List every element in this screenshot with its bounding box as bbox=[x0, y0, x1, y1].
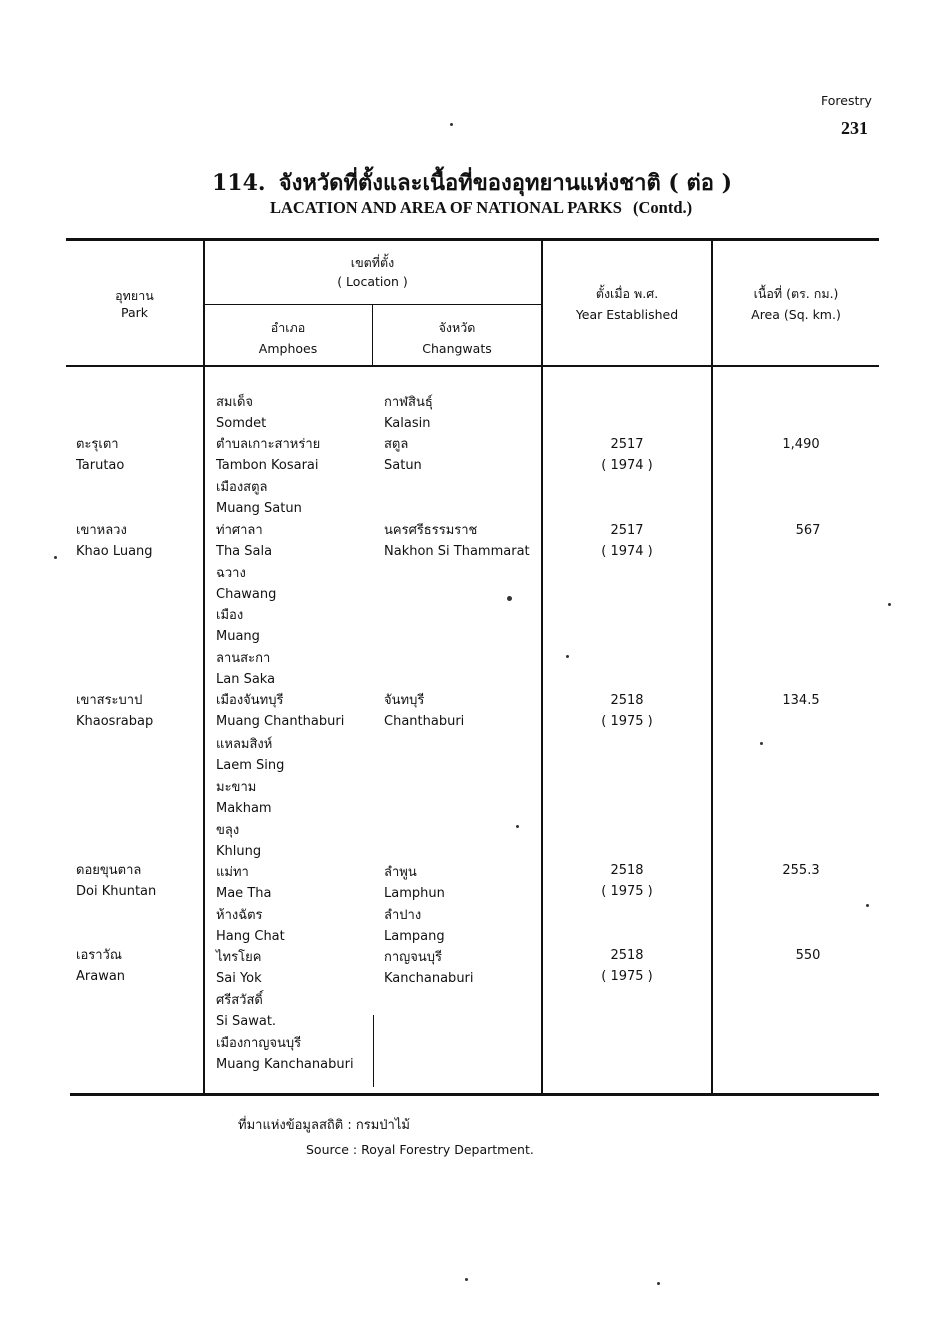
table-title-english bbox=[270, 198, 692, 218]
header-changwat-thai: จังหวัด bbox=[438, 320, 476, 335]
year-established: 2518 ( 1975 ) bbox=[601, 948, 653, 984]
header-location-thai: เขตที่ตั้ง bbox=[350, 255, 395, 270]
scan-speck bbox=[450, 123, 453, 126]
changwat-entry: นครศรีธรรมราช Nakhon Si Thammarat bbox=[384, 523, 530, 559]
amphoe-entry: ท่าศาลา Tha Sala bbox=[216, 523, 273, 559]
amphoe-entry: เมืองกาญจนบุรี Muang Kanchanaburi bbox=[216, 1036, 354, 1072]
amphoe-entry: เมืองสตูล Muang Satun bbox=[216, 480, 302, 516]
park-area: 255.3 bbox=[782, 863, 820, 878]
year-established: 2518 ( 1975 ) bbox=[601, 693, 653, 729]
scan-speck bbox=[657, 1282, 660, 1285]
header-area bbox=[713, 286, 879, 322]
park-name: ดอยขุนตาล Doi Khuntan bbox=[76, 863, 157, 899]
amphoe-entry: ศรีสวัสดิ์ Si Sawat. bbox=[216, 993, 277, 1029]
header-park bbox=[66, 288, 203, 320]
header-year bbox=[543, 286, 711, 322]
park-name: เขาสระบาป Khaosrabap bbox=[76, 693, 154, 729]
changwat-entry: จันทบุรี Chanthaburi bbox=[384, 693, 465, 729]
header-year-english: Year Established bbox=[575, 307, 679, 322]
amphoe-entry: ตำบลเกาะสาหร่าย Tambon Kosarai bbox=[216, 437, 321, 473]
column-divider-year bbox=[711, 240, 713, 1093]
title-contd: (Contd.) bbox=[632, 198, 693, 217]
location-divider-rule bbox=[204, 304, 542, 305]
header-park-thai: อุทยาน bbox=[115, 288, 154, 303]
park-area: 567 bbox=[795, 523, 821, 538]
header-amphoe-thai: อำเภอ bbox=[270, 320, 306, 335]
park-area: 1,490 bbox=[782, 437, 820, 452]
header-changwat-english: Changwats bbox=[422, 341, 492, 356]
source-thai: ที่มาแห่งข้อมูลสถิติ : กรมป่าไม้ bbox=[238, 1118, 410, 1133]
year-established: 2517 ( 1974 ) bbox=[601, 437, 653, 473]
scan-speck bbox=[866, 904, 869, 907]
section-label: Forestry bbox=[821, 93, 872, 108]
park-name: ตะรุเตา Tarutao bbox=[76, 437, 125, 473]
column-divider-park bbox=[203, 240, 205, 1093]
amphoe-entry: เมืองจันทบุรี Muang Chanthaburi bbox=[216, 693, 345, 729]
changwat-entry: กาฬสินธุ์ Kalasin bbox=[384, 395, 433, 431]
amphoe-entry: ฉวาง Chawang bbox=[216, 566, 277, 602]
changwat-entry: กาญจนบุรี Kanchanaburi bbox=[384, 950, 474, 986]
amphoe-entry: ลานสะกา Lan Saka bbox=[216, 651, 276, 687]
header-location bbox=[204, 255, 541, 289]
scan-speck bbox=[888, 603, 891, 606]
amphoe-entry: แหลมสิงห์ Laem Sing bbox=[216, 737, 285, 773]
scan-speck bbox=[54, 556, 57, 559]
amphoe-entry: เมือง Muang bbox=[216, 608, 260, 644]
scan-speck bbox=[507, 596, 512, 601]
header-area-thai: เนื้อที่ (ตร. กม.) bbox=[753, 286, 839, 301]
header-changwat bbox=[373, 320, 541, 356]
table-top-rule bbox=[66, 238, 879, 241]
amphoe-entry: แม่ทา Mae Tha bbox=[216, 865, 272, 901]
year-established: 2517 ( 1974 ) bbox=[601, 523, 653, 559]
header-area-english: Area (Sq. km.) bbox=[751, 307, 841, 322]
page-number: 231 bbox=[841, 118, 868, 138]
table-title-thai bbox=[212, 165, 732, 200]
title-english-text: LACATION AND AREA OF NATIONAL PARKS bbox=[270, 198, 622, 217]
scan-speck bbox=[516, 825, 519, 828]
header-amphoe-english: Amphoes bbox=[258, 341, 318, 356]
column-divider-amphoe-body bbox=[373, 1015, 374, 1087]
amphoe-entry: มะขาม Makham bbox=[216, 780, 272, 816]
title-thai-text: จังหวัดที่ตั้งและเนื้อที่ของอุทยานแห่งชาติ ( ต่อ ) bbox=[278, 170, 733, 196]
table-bottom-rule bbox=[70, 1093, 879, 1096]
park-name: เขาหลวง Khao Luang bbox=[76, 523, 153, 559]
park-name: เอราวัณ Arawan bbox=[76, 948, 126, 984]
amphoe-entry: สมเด็จ Somdet bbox=[216, 395, 267, 431]
header-amphoe bbox=[204, 320, 372, 356]
scan-speck bbox=[465, 1278, 468, 1281]
source-english: Source : Royal Forestry Department. bbox=[306, 1142, 534, 1157]
amphoe-entry: ห้างฉัตร Hang Chat bbox=[216, 908, 285, 944]
park-area: 550 bbox=[795, 948, 821, 963]
header-bottom-rule bbox=[66, 365, 879, 367]
header-location-english: ( Location ) bbox=[337, 274, 408, 289]
header-year-thai: ตั้งเมื่อ พ.ศ. bbox=[595, 286, 659, 301]
amphoe-entry: ขลุง Khlung bbox=[216, 823, 262, 859]
table-number: 114. bbox=[212, 170, 266, 196]
year-established: 2518 ( 1975 ) bbox=[601, 863, 653, 899]
scan-speck bbox=[566, 655, 569, 658]
scan-speck bbox=[760, 742, 763, 745]
changwat-entry: สตูล Satun bbox=[384, 437, 422, 473]
changwat-entry: ลำปาง Lampang bbox=[384, 908, 445, 944]
header-park-english: Park bbox=[120, 305, 148, 320]
changwat-entry: ลำพูน Lamphun bbox=[384, 865, 445, 901]
park-area: 134.5 bbox=[782, 693, 820, 708]
amphoe-entry: ไทรโยค Sai Yok bbox=[216, 950, 262, 986]
